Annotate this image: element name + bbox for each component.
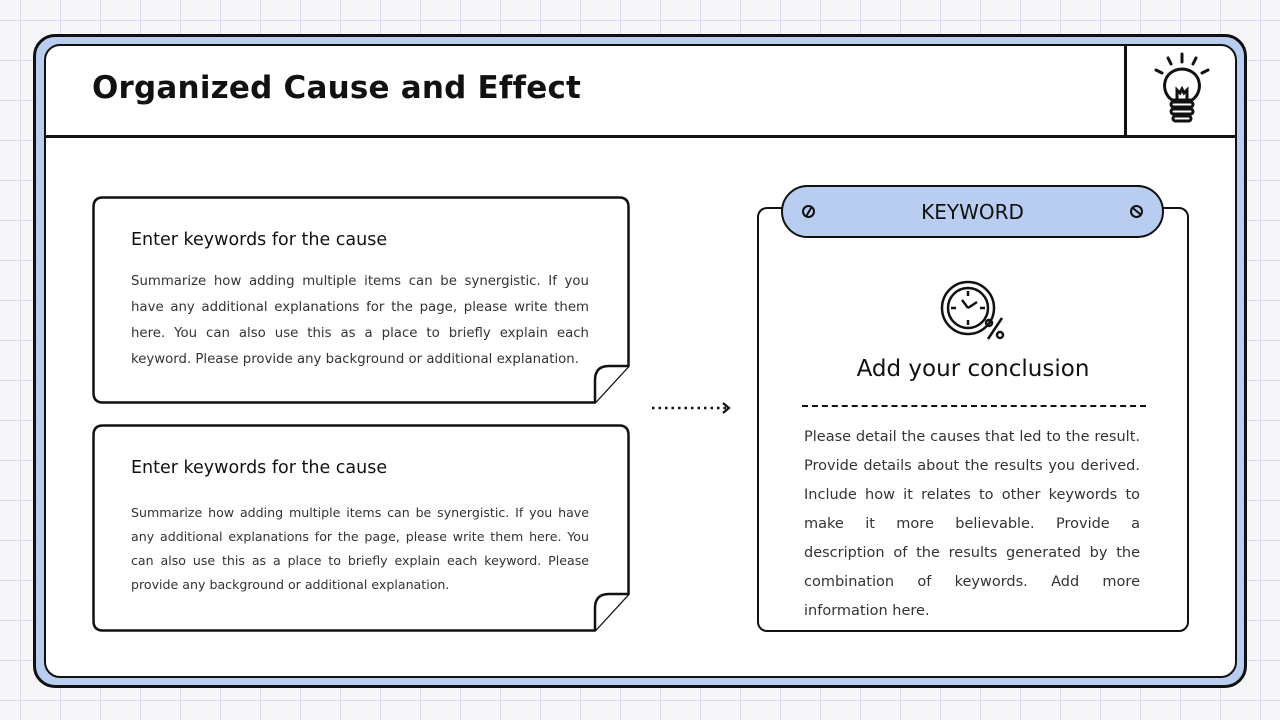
- screw-icon: [1130, 205, 1143, 218]
- cause-card-2: [92, 424, 630, 631]
- keyword-pill: [781, 185, 1164, 238]
- card-heading: Enter keywords for the cause: [131, 458, 388, 478]
- conclusion-heading: Add your conclusion: [856, 356, 1090, 382]
- conclusion-text: Please detail the causes that led to the result. Provide details about the results you derived. Include how it relates to other keywords to make it more believable. Provide a description of the results generated by the combination of keywords. Add more information here.: [804, 429, 1140, 619]
- lightbulb-icon: [1150, 52, 1214, 128]
- keyword-label: KEYWORD: [921, 200, 1024, 224]
- card-heading: Enter keywords for the cause: [131, 230, 388, 250]
- card-text: Summarize how adding multiple items can be synergistic. If you have any additional explanations for the page, please write them here. You can also use this as a place to briefly explain each keyword. Please provide any background or additional explanation.: [131, 274, 589, 367]
- page-title: Organized Cause and Effect: [92, 70, 582, 106]
- card-text: Summarize how adding multiple items can be synergistic. If you have any additional explanations for the page, please write them here. You can also use this as a place to briefly explain each keyword. Please provide any background or additional explanation.: [131, 505, 589, 592]
- clock-percent-icon: [940, 279, 1008, 343]
- dotted-arrow-icon: [650, 400, 734, 416]
- header-divider: [44, 135, 1237, 138]
- dashed-divider: [802, 405, 1146, 407]
- cause-card-1: [92, 196, 630, 403]
- icon-divider: [1124, 44, 1127, 136]
